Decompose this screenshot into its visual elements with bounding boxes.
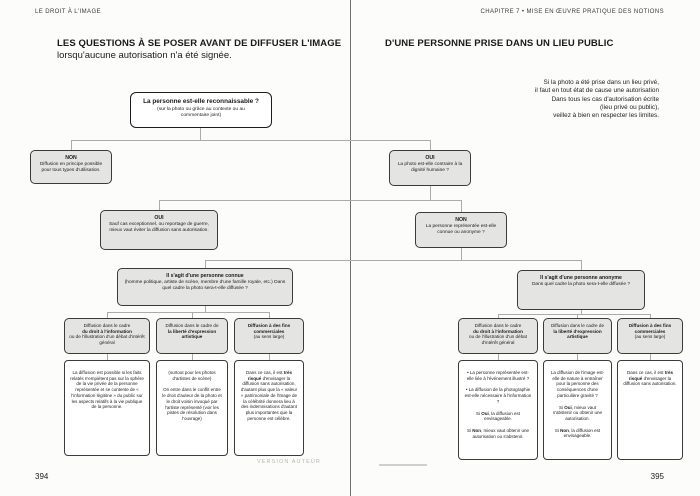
detail-text: , mieux vaut s'abstenir ou obtenir une autorisation.	[552, 404, 603, 421]
right-category-artistic-box	[543, 318, 612, 354]
connector-line	[107, 312, 269, 313]
left-detail-commercial-box	[234, 360, 304, 456]
connector-line	[192, 312, 193, 318]
flow-non-recognizable-box	[30, 150, 112, 184]
connector-line	[650, 314, 651, 318]
detail-paragraph	[549, 405, 606, 422]
category-line: Diffusion dans le cadre	[83, 323, 131, 328]
detail-text: Dans ce cas, il est	[245, 370, 284, 375]
running-head-left: LE DROIT À L'IMAGE	[35, 9, 101, 15]
detail-paragraph: La diffusion est possible si les faits relatés n'empiètent pas sur la sphère de la vie privée de la personne représentée et se contente de « l'information légitime » du public sur les aspects relatifs à la vie publique de la personne.	[70, 370, 144, 410]
left-category-information-box	[64, 318, 150, 354]
detail-paragraph: (surtout pour les photos d'artistes de scène)	[168, 370, 216, 381]
running-head-right: CHAPITRE 7 • MISE EN ŒUVRE PRATIQUE DES NOTIONS	[480, 9, 664, 15]
detail-paragraph	[240, 370, 298, 421]
answer-label: OUI	[425, 155, 435, 161]
illegible-fine-print	[379, 464, 427, 466]
page-number-right: 395	[650, 472, 664, 481]
right-page-intro	[409, 79, 659, 120]
intro-line: Dans tous les cas d'autorisation écrite	[551, 95, 659, 103]
detail-text: Si	[466, 427, 473, 433]
detail-text-bold: très risqué	[628, 370, 674, 381]
left-category-artistic-box	[156, 318, 228, 354]
answer-text: La photo est-elle contraire à la dignité humaine ?	[397, 162, 463, 173]
left-detail-artistic-box	[156, 360, 228, 456]
connector-line	[107, 312, 108, 318]
category-line: (au sens large)	[634, 334, 666, 340]
connector-line	[159, 200, 461, 201]
detail-text: Dans ce cas, il est	[626, 370, 665, 375]
detail-text: Si	[554, 427, 561, 433]
connector-line	[498, 314, 650, 315]
answer-label: OUI	[154, 215, 164, 221]
detail-text-bold: Non	[472, 427, 481, 433]
anonymous-person-text: Dans quel cadre la photo sera-t-elle diffusée ?	[531, 282, 631, 287]
connector-line	[192, 354, 193, 360]
detail-text: , la diffusion est envisageable.	[563, 427, 601, 439]
right-detail-artistic-box	[543, 360, 612, 460]
connector-line	[498, 314, 499, 318]
category-line: ou de l'illustration d'un débat d'intérêt général	[69, 334, 145, 346]
right-category-commercial-box	[617, 318, 683, 354]
category-line-bold: la liberté d'expression artistique	[167, 328, 217, 340]
connector-line	[650, 354, 651, 360]
connector-line	[577, 354, 578, 360]
detail-text-bold: Oui	[481, 410, 489, 416]
connector-line	[581, 260, 582, 270]
detail-paragraph: • La diffusion de la photographie est-elle nécessaire à l'information ?	[464, 387, 532, 404]
detail-paragraph: • La personne représentée est-elle liée à l'événement illustré ?	[466, 370, 530, 381]
left-page-subtitle: lorsqu'aucune autorisation n'a été signée.	[57, 50, 232, 61]
connector-line	[577, 314, 578, 318]
category-line: Diffusion dans le cadre de	[165, 323, 219, 328]
flow-known-person-box	[117, 268, 293, 306]
connector-line	[159, 200, 160, 210]
detail-paragraph	[464, 428, 532, 439]
flow-oui-recognizable-box	[389, 150, 471, 186]
detail-paragraph	[464, 411, 532, 422]
connector-line	[205, 260, 206, 268]
intro-line: veillez à bien en respecter les limites.	[553, 112, 659, 120]
connector-line	[71, 140, 430, 141]
answer-label: NON	[65, 155, 77, 161]
right-detail-commercial-box	[617, 360, 683, 460]
page-gutter-divider	[350, 0, 351, 496]
intro-line: Si la photo a été prise dans un lieu privé,	[543, 79, 659, 86]
right-page-title: D'UNE PERSONNE PRISE DANS UN LIEU PUBLIC	[385, 38, 614, 49]
connector-line	[269, 312, 270, 318]
category-line: (au sens large)	[253, 334, 285, 340]
detail-text: d'envisager la diffusion sans autorisation.	[623, 375, 677, 387]
detail-text: Si	[476, 410, 482, 416]
answer-text: Sauf cas exceptionnel, ou reportage de guerre, mieux vaut éviter la diffusion sans autorisation.	[108, 222, 209, 233]
root-question-note: (sur la photo ou grâce au contexte ou au commentaire joint)	[157, 107, 245, 118]
detail-paragraph: La diffusion de l'image est-elle de nature à entraîner pour la personne des conséquences d'une particulière gravité ?	[550, 370, 605, 398]
flow-non-dignity-box	[415, 212, 507, 248]
root-question: La personne est-elle reconnaissable ?	[143, 98, 259, 105]
left-page-title: LES QUESTIONS À SE POSER AVANT DE DIFFUSER L'IMAGE	[57, 38, 342, 49]
detail-text-bold: Non	[560, 427, 569, 433]
detail-text-bold: Oui	[564, 404, 572, 410]
right-detail-information-box	[458, 360, 538, 460]
category-line: Diffusion dans le cadre	[474, 323, 522, 328]
answer-text: Diffusion en principe possible pour tous types d'utilisation.	[39, 162, 103, 173]
category-line-bold: du droit à l'information	[473, 328, 523, 334]
connector-line	[71, 140, 72, 150]
page-number-left: 394	[35, 472, 49, 481]
category-line: Diffusion dans le cadre de	[550, 323, 605, 328]
answer-text: La personne représentée est-elle connue ou anonyme ?	[425, 224, 497, 235]
connector-line	[498, 354, 499, 360]
detail-paragraph	[549, 428, 606, 439]
answer-label: NON	[455, 217, 467, 223]
category-line: ou de l'illustration d'un débat d'intérêt général	[469, 334, 527, 346]
intro-line: (lieu privé ou public),	[600, 103, 659, 111]
detail-text: , la diffusion est envisageable.	[484, 410, 520, 422]
intro-line: il faut en tout état de cause une autorisation	[535, 87, 659, 95]
right-category-information-box	[458, 318, 538, 354]
detail-text: d'envisager la diffusion sans autorisation, d'autant plus que la « valeur » patrimoniale de l'image de la célébrité donnera lieu à des indemnisations d'autant plus importantes que la personne est célèbre.	[240, 375, 298, 421]
connector-line	[205, 260, 581, 261]
connector-line	[461, 248, 462, 260]
known-person-title: Il s'agit d'une personne connue	[166, 273, 244, 279]
left-category-commercial-box	[234, 318, 304, 354]
connector-line	[107, 354, 108, 360]
flow-anonymous-person-box	[517, 270, 645, 310]
detail-text-bold: très risqué	[247, 370, 293, 381]
detail-text: Si	[558, 404, 565, 410]
connector-line	[200, 128, 201, 140]
left-detail-information-box	[64, 360, 150, 456]
connector-line	[461, 200, 462, 212]
detail-paragraph	[623, 370, 677, 387]
category-line-bold: la liberté d'expression artistique	[553, 328, 602, 340]
flow-root-question-box	[130, 92, 272, 128]
version-auteur-watermark: VERSION AUTEUR	[257, 459, 321, 465]
connector-line	[430, 140, 431, 150]
category-line-bold: Diffusion à des fins commerciales	[628, 323, 672, 334]
category-line-bold: Diffusion à des fins commerciales	[247, 323, 291, 334]
category-line-bold: du droit à l'information	[82, 328, 132, 334]
connector-line	[269, 354, 270, 360]
detail-paragraph: On entre dans le conflit entre le droit d'auteur de la photo et le droit voisin invoqué par l'artiste représenté (voir les pistes de résolution dans l'ouvrage)	[162, 387, 222, 421]
flow-oui-dignity-box	[100, 210, 218, 250]
known-person-text: (homme politique, artiste de scène, membre d'une famille royale, etc.) Dans quel cadre la photo sera-t-elle diffusée ?	[124, 280, 286, 291]
anonymous-person-title: Il s'agit d'une personne anonyme	[540, 275, 622, 281]
detail-text: , mieux vaut obtenir une autorisation ou s'abstenir.	[472, 427, 530, 439]
connector-line	[430, 186, 431, 200]
